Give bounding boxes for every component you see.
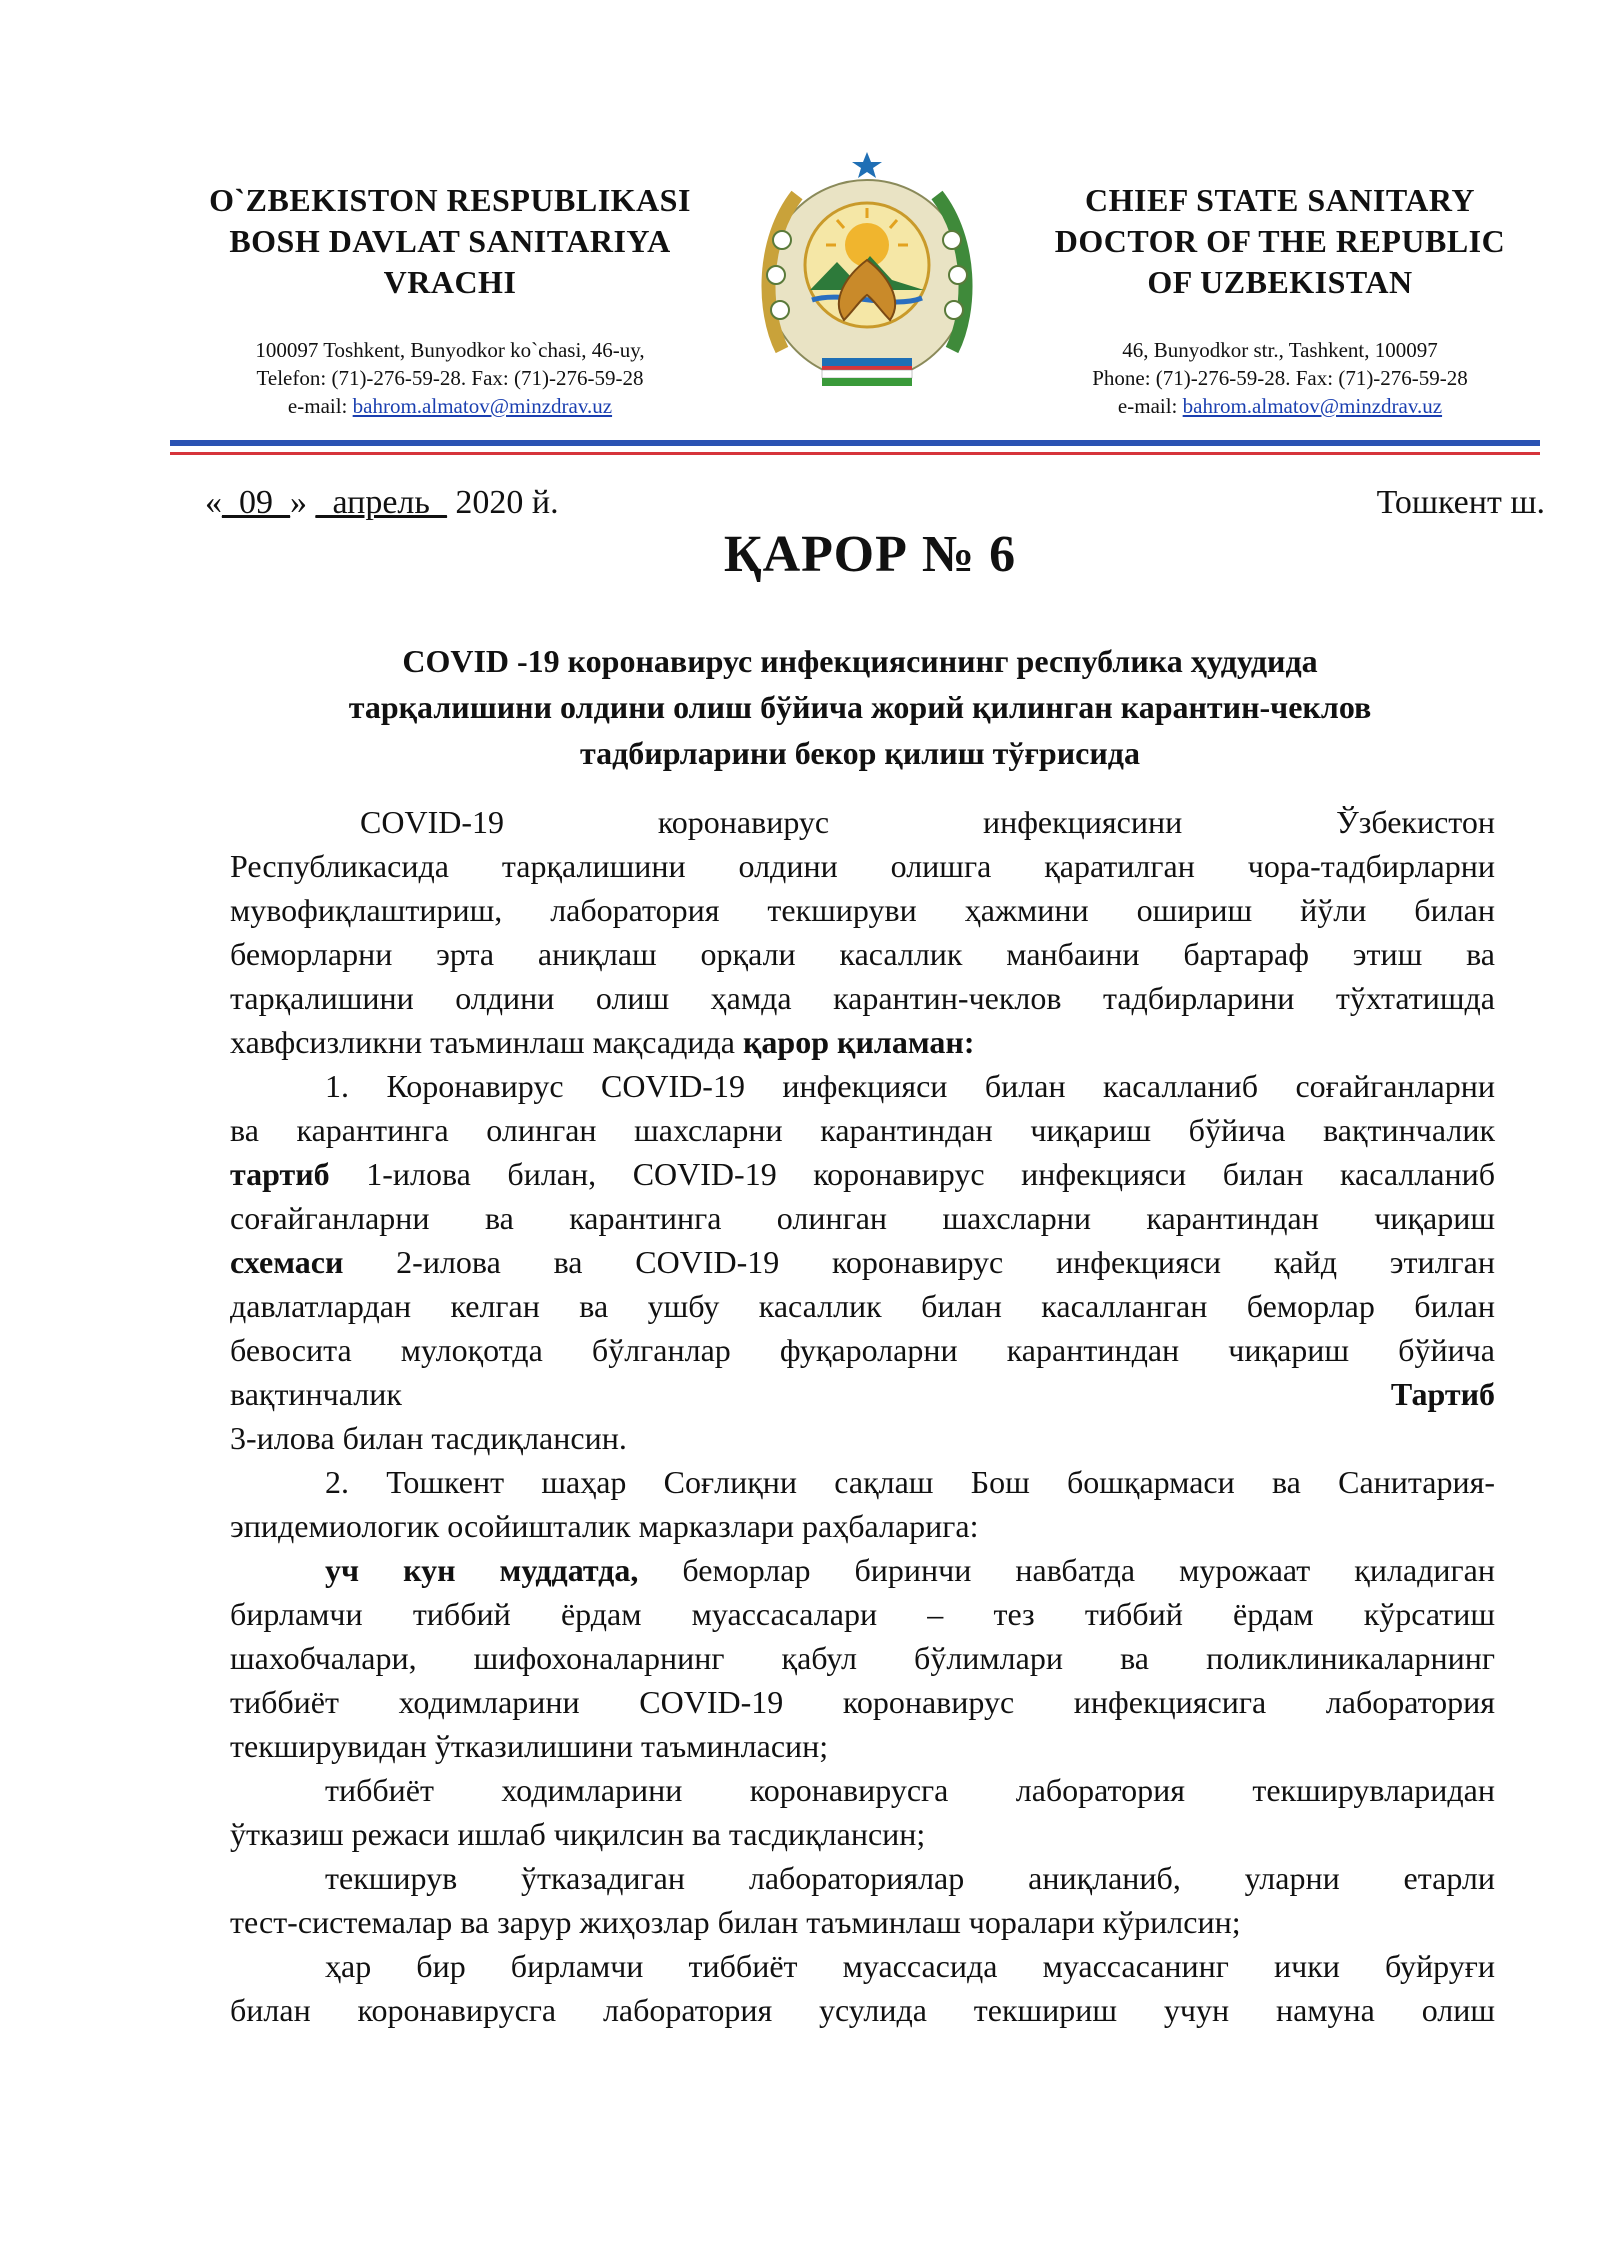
subject-line: тадбирларини бекор қилиш тўғрисида: [580, 735, 1140, 771]
date-quote: »: [290, 484, 307, 521]
body-line: тест-системалар ва зарур жиҳозлар билан таъминлаш чоралари кўрилсин;: [230, 1904, 1241, 1940]
body-line: текширув ўтказадиган лабораториялар аниқланиб, уларни етарли: [325, 1860, 1495, 1896]
body-line: [230, 1020, 1495, 1064]
body-line: тарқалишини олдини олиш ҳамда карантин-чеклов тадбирларини тўхтатишда: [230, 980, 1495, 1016]
body-line: текширувидан ўтказилишини таъминласин;: [230, 1728, 829, 1764]
header-right-line: DOCTOR OF THE REPUBLIC: [1054, 223, 1506, 259]
body-line: мувофиқлаштириш, лаборатория текшируви ҳажмини ошириш йўли билан: [230, 892, 1495, 928]
body-line: беморларни эрта аниқлаш орқали касаллик манбаини бартараф этиш ва: [230, 936, 1495, 972]
subject-line: тарқалишини олдини олиш бўйича жорий қилинган карантин-чеклов: [348, 689, 1372, 725]
body-text: беморлар биринчи навбатда мурожаат қиладиган: [638, 1552, 1496, 1588]
body-word: Ўзбекистон: [1336, 804, 1495, 840]
email-line: [190, 392, 710, 420]
email-link[interactable]: bahrom.almatov@minzdrav.uz: [1182, 394, 1443, 418]
document-title: ҚАРОР № 6: [723, 526, 1017, 583]
date-quote: «: [205, 484, 222, 521]
body-line: Республикасида тарқалишини олдини олишга қаратилган чора-тадбирларни: [230, 848, 1495, 884]
email-label: e-mail:: [287, 394, 353, 418]
phone-line: Telefon: (71)-276-59-28. Fax: (71)-276-59-28: [256, 366, 644, 390]
body-bold-text: Тартиб: [1390, 1376, 1495, 1412]
body-line: [230, 800, 1495, 844]
subject-line: COVID -19 коронавирус инфекциясининг республика ҳудудида: [402, 643, 1318, 679]
body-line: ва карантинга олинган шахсларни карантиндан чиқариш бўйича вақтинчалик: [230, 1112, 1495, 1148]
body-line: тиббиёт ходимларини коронавирусга лаборатория текширувларидан: [325, 1772, 1495, 1808]
document-body: [230, 800, 1495, 2032]
body-line: билан коронавирусга лаборатория усулида текшириш учун намуна олиш: [230, 1992, 1495, 2028]
body-text: вақтинчалик: [230, 1376, 402, 1412]
address-line: 46, Bunyodkor str., Tashkent, 100097: [1122, 338, 1438, 362]
body-word: инфекциясини: [982, 804, 1183, 840]
body-bold-text: уч кун муддатда,: [325, 1552, 639, 1588]
body-line: [230, 1372, 1495, 1416]
state-emblem-icon: [752, 150, 982, 390]
body-line: 1. Коронавирус COVID-19 инфекцияси билан касалланиб соғайганларни: [325, 1068, 1495, 1104]
document-city: Тошкент ш.: [1376, 484, 1545, 521]
body-line: тиббиёт ходимларини COVID-19 коронавирус инфекциясига лаборатория: [230, 1684, 1495, 1720]
email-link[interactable]: bahrom.almatov@minzdrav.uz: [352, 394, 613, 418]
phone-line: Phone: (71)-276-59-28. Fax: (71)-276-59-28: [1092, 366, 1468, 390]
body-line: шахобчалари, шифохоналарнинг қабул бўлимлари ва поликлиникаларнинг: [230, 1640, 1495, 1676]
body-bold-text: тартиб: [230, 1156, 330, 1192]
header-left-title: [190, 180, 710, 303]
body-line: соғайганларни ва карантинга олинган шахсларни карантиндан чиқариш: [230, 1200, 1495, 1236]
address-line: 100097 Toshkent, Bunyodkor ko`chasi, 46-uy,: [255, 338, 645, 362]
body-text: 1-илова билан, COVID-19 коронавирус инфекцияси билан касалланиб: [329, 1156, 1495, 1192]
body-line: [230, 1152, 1495, 1196]
body-line: [230, 1548, 1495, 1592]
header-left-address: [190, 336, 710, 420]
body-line: эпидемиологик осойишталик марказлари раҳбаларига:: [230, 1508, 979, 1544]
date-day: _09_: [222, 484, 290, 521]
body-line: 2. Тошкент шаҳар Соғлиқни сақлаш Бош бошқармаси ва Санитария-: [325, 1464, 1495, 1500]
body-text: хавфсизликни таъминлаш мақсадида: [230, 1024, 743, 1060]
body-text: 2-илова ва COVID-19 коронавирус инфекцияси қайд этилган: [343, 1244, 1495, 1280]
body-bold-text: схемаси: [230, 1244, 344, 1280]
header-left-line: VRACHI: [383, 264, 517, 300]
header-left-line: O`ZBEKISTON RESPUBLIKASI: [209, 182, 691, 218]
email-line: [1020, 392, 1540, 420]
header-divider-blue: [170, 440, 1540, 446]
body-bold-text: қарор қиламан:: [742, 1024, 975, 1060]
header-right-address: [1020, 336, 1540, 420]
document-subject: [230, 638, 1490, 776]
header-right-title: [1020, 180, 1540, 303]
body-line: бирламчи тиббий ёрдам муассасалари – тез тиббий ёрдам кўрсатиш: [230, 1596, 1495, 1632]
email-label: e-mail:: [1117, 394, 1183, 418]
document-date: [205, 484, 559, 522]
header-left-line: BOSH DAVLAT SANITARIYA: [229, 223, 671, 259]
body-word: коронавирус: [657, 804, 830, 840]
body-line: [230, 1240, 1495, 1284]
body-line: бевосита мулоқотда бўлганлар фуқароларни карантиндан чиқариш бўйича: [230, 1332, 1495, 1368]
header-divider-red: [170, 452, 1540, 455]
body-word: COVID-19: [360, 804, 504, 840]
date-month: _апрель_: [315, 484, 447, 521]
body-line: ўтказиш режаси ишлаб чиқилсин ва тасдиқлансин;: [230, 1816, 926, 1852]
body-line: ҳар бир бирламчи тиббиёт муассасида муассасанинг ички буйруғи: [325, 1948, 1495, 1984]
body-line: давлатлардан келган ва ушбу касаллик билан касалланган беморлар билан: [230, 1288, 1495, 1324]
body-line: 3-илова билан тасдиқлансин.: [230, 1420, 627, 1456]
date-year: 2020 й.: [455, 484, 559, 521]
header-right-line: CHIEF STATE SANITARY: [1085, 182, 1475, 218]
header-right-line: OF UZBEKISTAN: [1147, 264, 1413, 300]
